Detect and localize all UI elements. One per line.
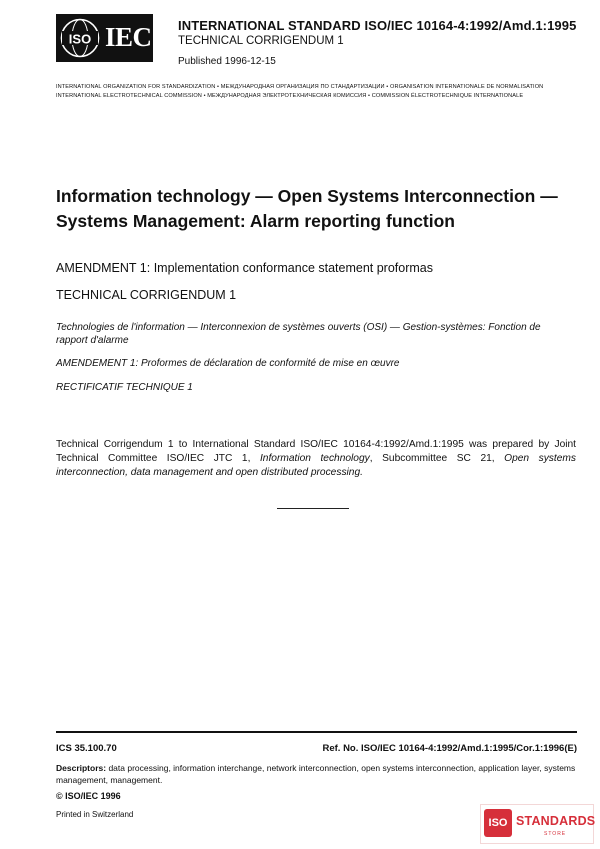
iso-iec-logo xyxy=(56,14,153,62)
foreword-paragraph xyxy=(56,438,576,480)
descriptors xyxy=(56,763,577,786)
standards-store-watermark xyxy=(480,804,594,844)
standard-title: INTERNATIONAL STANDARD ISO/IEC 10164-4:1992/Amd.1:1995 xyxy=(178,18,577,33)
amendment-title: AMENDMENT 1: Implementation conformance statement proformas xyxy=(56,261,433,275)
corrigendum-title: TECHNICAL CORRIGENDUM 1 xyxy=(56,288,237,302)
descriptors-label: Descriptors: xyxy=(56,763,107,773)
iso-globe-icon xyxy=(60,18,100,58)
organization-line-1: INTERNATIONAL ORGANIZATION FOR STANDARDIZATION • МЕЖДУНАРОДНАЯ ОРГАНИЗАЦИЯ ПО СТАНДАРТИЗАЦИИ • ORGANISATION INTERNATIONALE DE NORMALISATION xyxy=(56,84,544,90)
logo-iec-text: IEC xyxy=(105,22,152,52)
footer-rule xyxy=(56,731,577,733)
reference-number: Ref. No. ISO/IEC 10164-4:1992/Amd.1:1995/Cor.1:1996(E) xyxy=(322,743,577,754)
foreword-text-2: , Subcommittee SC 21, xyxy=(369,453,505,464)
descriptors-text: data processing, information interchange, network interconnection, open systems interconnection, application layer, systems management, management. xyxy=(56,763,576,785)
french-amendment: AMENDEMENT 1: Proformes de déclaration de conformité de mise en œuvre xyxy=(56,358,400,369)
french-corrigendum: RECTIFICATIF TECHNIQUE 1 xyxy=(56,382,193,393)
french-title: Technologies de l'information — Interconnexion de systèmes ouverts (OSI) — Gestion-systèmes: Fonction de rapport d'alarme xyxy=(56,322,541,346)
copyright: © ISO/IEC 1996 xyxy=(56,791,121,801)
logo-iso-text: ISO xyxy=(68,31,92,47)
section-divider xyxy=(277,508,349,509)
store-iso-icon: ISO xyxy=(484,809,512,837)
document-title: Information technology — Open Systems Interconnection — Systems Management: Alarm reporting function xyxy=(56,186,558,231)
store-sub: STORE xyxy=(544,831,567,837)
organization-line-2: INTERNATIONAL ELECTROTECHNICAL COMMISSION • МЕЖДУНАРОДНАЯ ЭЛЕКТРОТЕХНИЧЕСКАЯ КОМИССИЯ • COMMISSION ÉLECTROTECHNIQUE INTERNATIONALE xyxy=(56,93,524,99)
foreword-text-1: Technical Corrigendum 1 to International Standard ISO/IEC 10164-4:1992/Amd.1:1995 was prepared by Joint Technical Committee ISO/IEC JTC 1, xyxy=(56,439,576,464)
ics-code: ICS 35.100.70 xyxy=(56,743,117,754)
store-word: STANDARDS xyxy=(516,814,596,828)
foreword-italic-1: Information technology xyxy=(259,453,370,464)
foreword-italic-2: Open systems interconnection, data management and open distributed processing. xyxy=(56,453,576,478)
published-date: Published 1996-12-15 xyxy=(178,56,276,67)
printed-location: Printed in Switzerland xyxy=(56,810,134,819)
corrigendum-subtitle: TECHNICAL CORRIGENDUM 1 xyxy=(178,35,344,47)
